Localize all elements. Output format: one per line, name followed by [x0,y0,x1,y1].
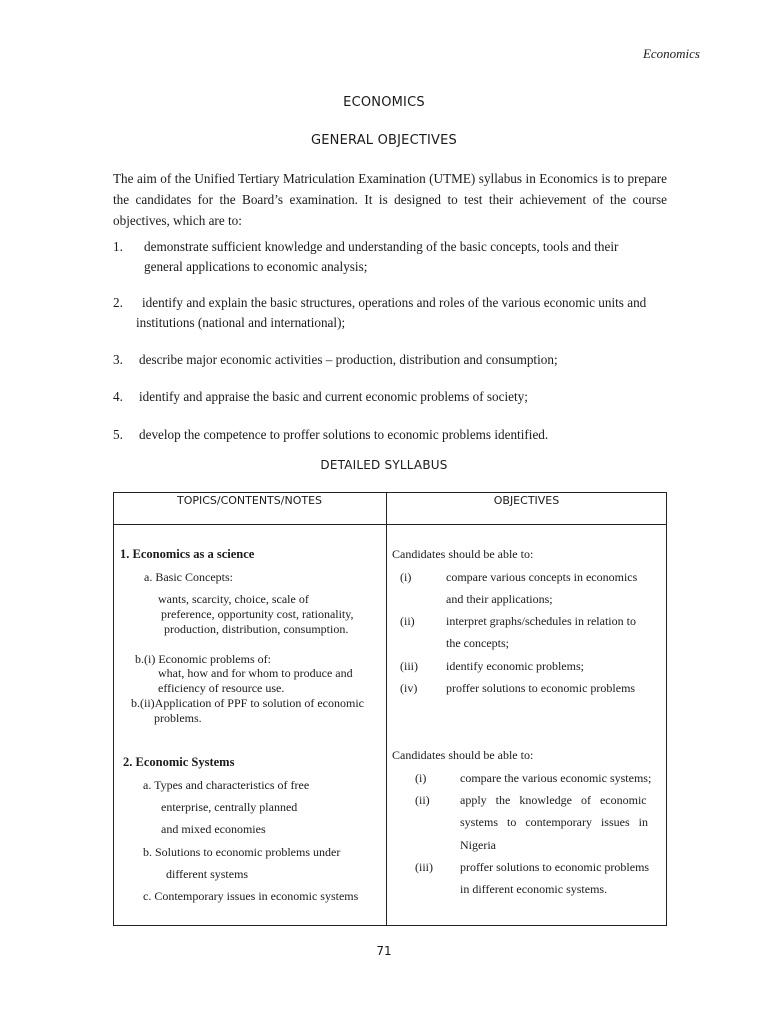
table-column-divider [386,492,387,926]
objective-number: 3. [113,352,123,367]
column-header-topics: TOPICS/CONTENTS/NOTES [176,494,323,507]
objective-number: 4. [113,389,123,404]
objective-line: apply the knowledge of economic [460,793,647,807]
objective-number: 5. [113,427,123,442]
subtopic-text: enterprise, centrally planned [161,800,298,814]
subtopic-label: c. Contemporary issues in economic systems [143,889,359,903]
table-header-divider [113,524,667,525]
objective-line: and their applications; [446,592,553,606]
detailed-syllabus-heading: DETAILED SYLLABUS [320,458,448,472]
topic-title: 2. Economic Systems [123,755,235,769]
subtopic-text: wants, scarcity, choice, scale of [158,592,309,606]
subtopic-label: a. Types and characteristics of free [143,778,310,792]
subtopic-text: and mixed economies [161,822,266,836]
objective-line: proffer solutions to economic problems [460,860,650,874]
objective-item [113,237,673,277]
objective-line: systems to contemporary issues in [460,815,648,829]
objective-line: interpret graphs/schedules in relation to [446,614,636,628]
objective-index: (i) [415,771,427,785]
subtopic-text: what, how and for whom to produce and [158,666,353,680]
intro-paragraph: The aim of the Unified Tertiary Matriculation Examination (UTME) syllabus in Economics is to prepare the candidates for the Board’s examination. It is designed to test their achievement of the course objectives, which are to: [113,171,667,228]
subtopic-label: a. Basic Concepts: [144,570,233,584]
objective-line: identify economic problems; [446,659,584,673]
objective-text-cont: general applications to economic analysis; [144,259,368,274]
objective-item [113,293,673,333]
objective-index: (ii) [400,614,415,628]
topic-title: 1. Economics as a science [120,547,255,561]
objective-line: compare the various economic systems; [460,771,652,785]
general-objectives-heading: GENERAL OBJECTIVES [310,133,457,148]
running-header: Economics [642,46,700,61]
objective-text: identify and appraise the basic and current economic problems of society; [139,389,528,404]
subtopic-text: different systems [166,867,249,881]
objective-line: in different economic systems. [460,882,608,896]
objective-item [113,425,673,445]
subtopic-text: efficiency of resource use. [158,681,285,695]
objective-index: (iii) [415,860,433,874]
subtopic-label: b.(i) Economic problems of: [135,652,271,666]
subtopic-text: production, distribution, consumption. [164,622,349,636]
objective-item [113,350,673,370]
page-number: 71 [376,944,392,958]
objective-text: demonstrate sufficient knowledge and understanding of the basic concepts, tools and their [144,239,619,254]
objective-line: the concepts; [446,636,509,650]
subtopic-text: preference, opportunity cost, rationality, [161,607,354,621]
objective-number: 2. [113,295,123,310]
objectives-lead: Candidates should be able to: [392,748,534,762]
objective-index: (iv) [400,681,418,695]
page-title: ECONOMICS [343,95,425,110]
objective-line: compare various concepts in economics [446,570,638,584]
objective-index: (i) [400,570,412,584]
objective-number: 1. [113,239,123,254]
objective-line: Nigeria [460,838,496,852]
subtopic-label: b. Solutions to economic problems under [143,845,341,859]
objectives-lead: Candidates should be able to: [392,547,534,561]
subtopic-text: problems. [154,711,202,725]
objective-item [113,387,673,407]
objective-index: (iii) [400,659,418,673]
objective-index: (ii) [415,793,430,807]
column-header-objectives: OBJECTIVES [493,494,560,507]
objective-text: describe major economic activities – production, distribution and consumption; [139,352,558,367]
objective-text: develop the competence to proffer solutions to economic problems identified. [139,427,549,442]
objective-text-cont: institutions (national and international); [136,315,346,330]
objective-text: identify and explain the basic structures, operations and roles of the various economic units and [142,295,647,310]
subtopic-label: b.(ii)Application of PPF to solution of economic [131,696,364,710]
objective-line: proffer solutions to economic problems [446,681,636,695]
